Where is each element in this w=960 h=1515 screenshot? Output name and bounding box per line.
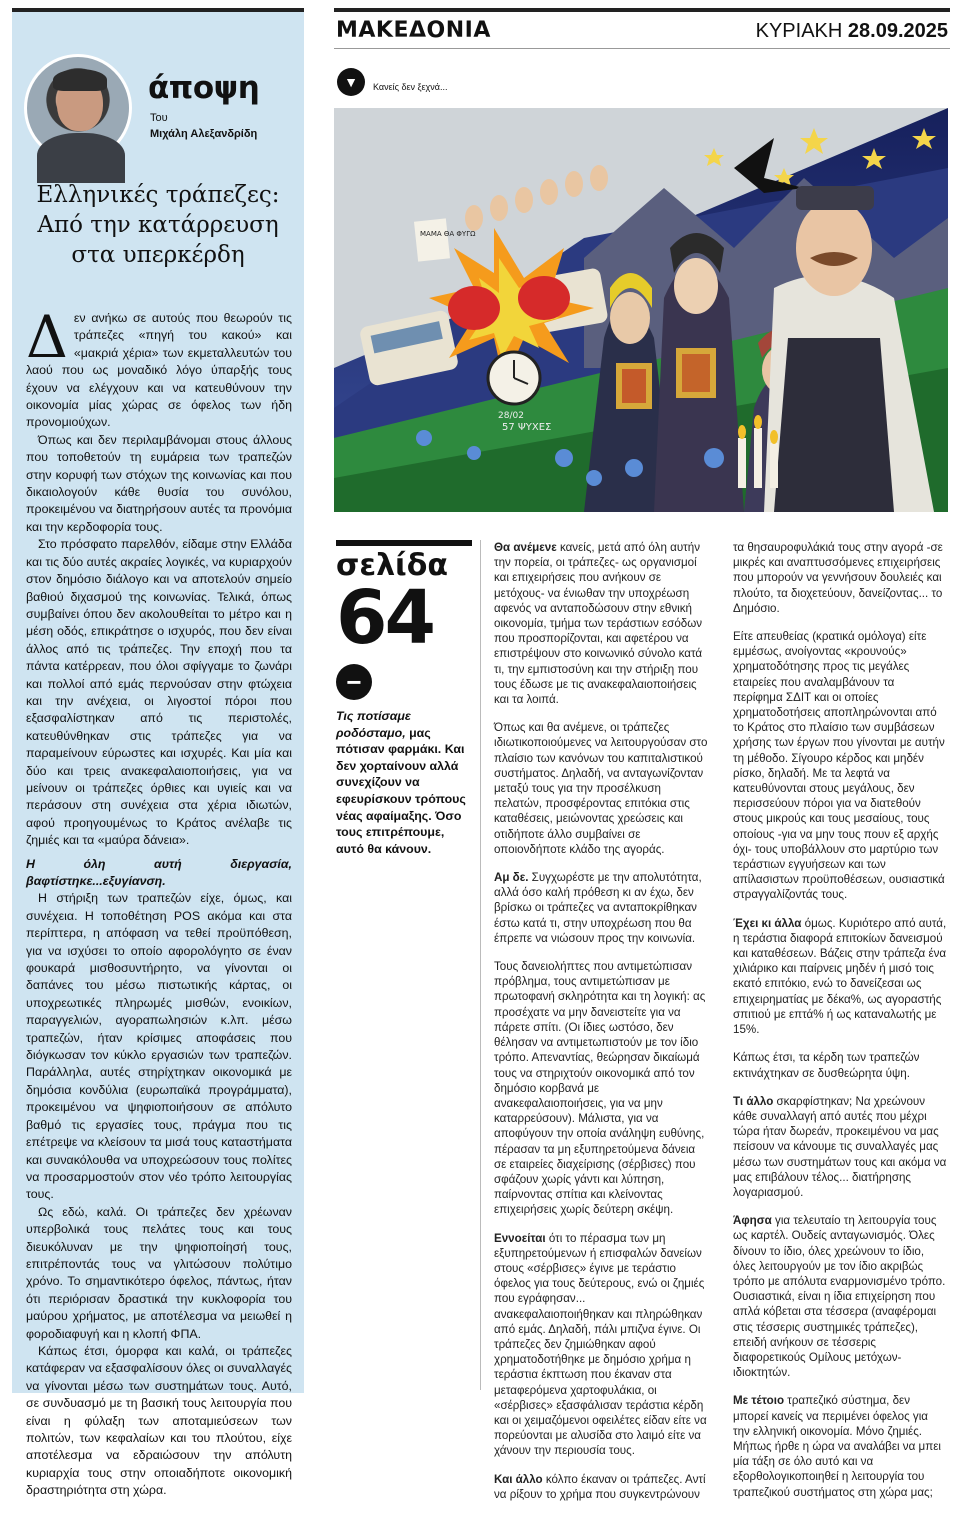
paragraph: τα θησαυροφυλάκιά τους στην αγορά -σε μικρές και αναπτυσσόμενες επιχειρήσεις που μπορούν να γεννήσουν δουλειές και πλούτο, τα διοχετεύουν, δανείζοντας... το Δημόσιο. <box>733 541 943 615</box>
column-divider <box>480 540 481 1390</box>
mural-photo <box>334 108 948 512</box>
section-label: άποψη <box>148 70 260 106</box>
paragraph: Με τέτοιο τραπεζικό σύστημα, δεν μπορεί κανείς να περιμένει όφελος για την ελληνική οικονομία. Μόνο ζημιές. Μήπως ήρθε η ώρα να αναλάβει να μπει μία τάξη σε όλο αυτό και να εξορθολογικοποιηθεί η λειτουργία του τραπεζικού συστήματος στη χώρα μας; <box>733 1394 941 1499</box>
souls-text: 57 ΨΥΧΕΣ <box>502 422 552 433</box>
article-body-left <box>26 303 292 1500</box>
paragraph: Άφησα για τελευταίο τη λειτουργία τους ως καρτέλ. Ουδείς ανταγωνισμός. Όλες δίνουν το ίδιο, όλες χρεώνουν το ίδιο, όλες λειτουργούν με τον ίδιο ακριβώς τρόπο με απόλυτα εναρμονισμένο τρόπο. Ουσιαστικά, είναι η ίδια επιχείρηση που απλά κόβεται στα τέσσερα (αναφέρομαι στις τέσσερις συστημικές τράπεζες), επειδή ανήκουν σε τέσσερις διαφορετικούς Ομίλους μετόχων-ιδιοκτητών. <box>733 1214 946 1380</box>
masthead: ΜΑΚΕΔΟΝΙΑ <box>336 18 491 43</box>
paragraph: Και άλλο κόλπο έκαναν οι τράπεζες. Αντί να ρίξουν το χρήμα που συγκεντρώνουν <box>494 1472 706 1501</box>
author-photo <box>24 54 132 162</box>
issue-date-value: 28.09.2025 <box>847 20 948 42</box>
paragraph: Δεν ανήκω σε αυτούς που θεωρούν τις τράπεζες «πηγή του κακού» και «μακριά χέρια» των εκμεταλλευτών του λαού που ως μοναδικό λόγο ύπαρξής τους έχουν να ελέγχουν και να κατευθύνουν την οικονομία μίας χώρας σε όφελος των ήδη προνομιούχων. <box>26 303 292 430</box>
page-number: 64 <box>336 575 433 661</box>
paragraph: Έχει κι άλλα όμως. Κυριότερο από αυτά, η τεράστια διαφορά επιτοκίων δανεισμού και καταθέσεων. Βάζεις στην τράπεζα ένα χιλιάρικο και παίρνεις μηδέν ή μισό τοις εκατό επιτόκιο, ενώ το δανείζεσαι ως επιχειρηματίας με δέκα%, ως αγοραστής σπιτιού με επτά% ή ως καταναλωτής με 15%. <box>733 916 947 1037</box>
issue-date <box>756 20 948 43</box>
article-column-right <box>733 540 947 1513</box>
sign-text: ΜΑΜΑ ΘΑ ΦΥΓΩ <box>420 230 476 238</box>
paragraph: Κάπως έτσι, τα κέρδη των τραπεζών εκτινάχτηκαν σε δυσθεώρητα ύψη. <box>733 1051 920 1080</box>
paragraph: Ως εδώ, καλά. Οι τράπεζες δεν χρέωναν υπερβολικά τους πελάτες τους και τους διευκόλυναν με την ψηφιοποίησή τους, επιτρέποντάς τους να γλιτώσουν πολύτιμο χρόνο. Το σημαντικότερο όφελος, πάντως, ήταν ότι περιόρισαν δραστικά την κυκλοφορία του μαύρου χρήματος, με αποτέλεσμα να μειωθεί η φοροδιαφυγή και η κλοπή ΦΠΑ. <box>26 1204 292 1341</box>
photo-caption: Κανείς δεν ξεχνά... <box>373 82 448 92</box>
opinion-column <box>12 8 304 1498</box>
page-reference-box <box>336 540 472 857</box>
paragraph: Θα ανέμενε κανείς, μετά από όλη αυτήν την πορεία, οι τράπεζες- ως οργανισμοί και επιχειρήσεις που ανήκουν σε μετόχους- να ένιωθαν την υποχρέωση αφενός να ανταποδώσουν στην εθνική οικονομία, τμήμα των τεράστιων εσόδων που προσπορίζονται, και αφετέρου να επιστρέψουν στο κοινωνικό σύνολο κατά τι, την εμπιστοσύνη και την στήριξη που τους έδωσε με τις ανακεφαλαιοποιήσεις και τα λοιπά. <box>494 541 703 707</box>
paragraph: Τους δανειολήπτες που αντιμετώπισαν πρόβλημα, τους αντιμετώπισαν με πρωτοφανή σκληρότητα και τη λογική: ας προσέχατε να μην δανειστείτε για να πάρετε σπίτι. (Οι ίδιες ωστόσο, δεν θέλησαν να αντιμετωπιστούν με τον ίδιο τρόπο. Απεναντίας, θεώρησαν δικαίωμά τους να στηριχτούν οικονομικά από τον δημόσιο κορβανά με ανακεφαλαιοποιήσεις, για να μην καταρρεύσουν). Μάλιστα, για να αποφύγουν την οποία ανάληψη ευθύνης, πέρασαν τα μη εξυπηρετούμενα δάνεια σε εταιρείες διαχείρισης (σέρβισες) που σφάζουν χωρίς γάντι και λύπηση, παίρνοντας σπίτια και κλείνοντας επιχειρήσεις χωρίς δεύτερη σκέψη. <box>494 960 706 1217</box>
author-prefix: Του <box>150 112 168 124</box>
drop-cap: Δ <box>26 303 68 371</box>
paragraph: Στο πρόσφατο παρελθόν, είδαμε στην Ελλάδα και τις δύο αυτές ακραίες λογικές, να κυριαρχούν στον δημόσιο διάλογο και να αποτελούν σημείο βαθιού διχασμού της κοινωνίας. Τελικά, όπως συμβαίνει όπου δεν ακολουθείται το μέτρο και η μέση οδός, επικράτησε ο ισχυρός, που δεν είναι άλλος από τις τράπεζες. Την εποχή που τα πάντα κατέρρεαν, που όλοι σφίγγαμε το ζωνάρι και πολλοί από εμάς περνούσαν στην φτώχεια και την ανέχεια, οι λιγοστοί πόροι που εξασφαλίστηκαν από τις περιστολές, κατευθύνθηκαν στις τράπεζες για να παραμείνουν εύρωστες και ισχυρές. Και μία και δύο και τρεις ανακεφαλαιοποιήσεις, για να μείνουν οι τράπεζες όρθιες και υγιείς και να περάσουν στη συνέχεια στα χέρια ιδιωτών, αφού προηγουμένως το Κράτος ανέλαβε τις ζημιές και τα «μαύρα δάνεια». <box>26 537 292 848</box>
lead-in: Άφησα <box>733 1214 772 1228</box>
page-label: σελίδα <box>336 548 448 583</box>
lead-in: Θα ανέμενε <box>494 541 557 554</box>
clock-date: 28/02 <box>498 411 524 421</box>
divider <box>334 48 950 49</box>
paragraph: Η στήριξη των τραπεζών είχε, όμως, και συνέχεια. Η τοποθέτηση POS ακόμα και στα περίπτερα, η απόφαση να τεθεί προϋπόθεση, για να ισχύσει το οποίο αφορολόγητο σε έναν φουκαρά μισθοσυντήρητο, να γίνονται οι δαπάνες του μέσω πιστωτικής κάρτας, οι υποχρεωτικές πληρωμές μισθών, ενοικίων, παραγγελιών, αγοραπωλησιών κ.λπ. μέσω τραπεζών, ήταν κρίσιμες αποφάσεις που διόγκωσαν τον κύκλο εργασιών των τραπεζών. Παράλληλα, αυτές στηρίχτηκαν οικονομικά με δημόσια κονδύλια (ευρωπαϊκά προγράμματα), προκειμένου να ψηφιοποιήσουν σε απόλυτο βαθμό τις εργασίες τους, πράγμα που τις επέτρεψε να κλείσουν τα μισά τους καταστήματα και συνακόλουθα να υποχρεώσουν τους πολίτες να προσαρμοστούν στον νέο τρόπο λειτουργίας τους. <box>26 891 292 1202</box>
lead-in: Αμ δε. <box>494 871 529 885</box>
lead-in: Με τέτοιο <box>733 1394 785 1408</box>
paragraph: Αμ δε. Συγχωρέστε με την απολυτότητα, αλλά όσο καλή πρόθεση κι αν έχω, δεν βρίσκω οι τράπεζες να ανταποκρίθηκαν έστω κατά τι, στην υποχρέωση που θα έπρεπε να νιώσουν προς την κοινωνία. <box>494 871 702 945</box>
box-rule <box>336 540 472 546</box>
article-column-middle <box>494 540 708 1515</box>
triangle-down-icon: ▼ <box>337 68 365 96</box>
pull-quote-text: μας πότισαν φαρμάκι. Και δεν χορταίνουν αλλά συνεχίζουν να εφευρίσκουν τρόπους νέας αφαίμαξης. Όσο τους επιτρέπουμε, αυτό θα κάνουν. <box>336 725 466 856</box>
lead-in: Τι άλλο <box>733 1094 774 1108</box>
paragraph: Τι άλλο σκαρφίστηκαν; Να χρεώνουν κάθε συναλλαγή από αυτές που μέχρι τώρα ήταν δωρεάν, προκειμένου να μας πείσουν να κάνουμε τις συναλλαγές μας μέσω των συστημάτων τους και ακόμα να μας επιβάλουν τέλος... διατήρησης λογαριασμού. <box>733 1094 947 1199</box>
paragraph: Εννοείται ότι το πέρασμα των μη εξυπηρετούμενων ή επισφαλών δανείων στους «σέρβισες» έγινε με τεράστιο όφελος για τους δεύτερους, ενώ οι ζημιές που εγράφησαν... ανακεφαλαιοποιήθηκαν και πληρώθηκαν από εμάς. Δηλαδή, πάλι μπιζνα έγινε. Οι τράπεζες δεν ζημιώθηκαν αφού χρηματοδοτήθηκε με δημόσιο χρήμα η τεράστια έκπτωση που έκαναν στα μεταφερόμενα χαρτοφυλάκια, οι «σέρβισες» εξασφάλισαν τεράστια κέρδη και οι χειμαζόμενοι οφειλέτες είδαν είτε να πορεύονται με αλυσίδα στο λαιμό είτε να χάνουν την περιουσία τους. <box>494 1231 707 1458</box>
paragraph: Κάπως έτσι, όμορφα και καλά, οι τράπεζες κατάφεραν να εξασφαλίσουν όλες οι συναλλαγές να γίνονται μέσω των συστημάτων τους. Αυτό, σε συνδυασμό με τη βασική τους λειτουργία που είναι η φύλαξη των αποταμιεύσεων των πολιτών, των κεφαλαίων και του πλούτου, είχε αποτέλεσμα να εδραιώσουν την απόλυτη κυριαρχία τους στην οποιαδήποτε οικονομική δραστηριότητα στη χώρα. <box>26 1343 292 1498</box>
paragraph: Όπως και δεν περιλαμβάνομαι στους άλλους που τοποθετούν τη ευμάρεια των τραπεζών στην κορυφή των στόχων της κοινωνίας και που δικαιολογούν κάθε θυσία του συνόλου, προκειμένου να διατηρήσουν αυτές τα προνόμια και την κερδοφορία τους. <box>26 432 292 534</box>
lead-in: Και άλλο <box>494 1472 543 1486</box>
header-rule <box>334 8 950 12</box>
lead-in: Έχει κι άλλα <box>733 916 802 930</box>
lead-in: Εννοείται <box>494 1231 546 1245</box>
pull-quote-lead: Τις ποτίσαμε ροδόσταμο, <box>336 709 411 740</box>
article-headline: Ελληνικές τράπεζες: Από την κατάρρευση στα υπερκέρδη <box>36 182 280 268</box>
paragraph: Όπως και θα ανέμενε, οι τράπεζες ιδιωτικοποιούμενες να λειτουργούσαν στο πλαίσιο των κανόνων του καπιταλιστικού συστήματος. Δηλαδή, να ανταγωνίζονταν μεταξύ τους για την προσέλκυση πελατών, προσφέροντας επιτόκια στις καταθέσεις, μειώνοντας χρεώσεις και οτιδήποτε άλλο συμβαίνει σε οποιονδήποτε κλάδο της αγοράς. <box>494 721 708 856</box>
issue-day: ΚΥΡΙΑΚΗ <box>755 20 843 42</box>
pull-quote <box>336 708 472 857</box>
mural-illustration <box>334 108 948 512</box>
subheading: Η όλη αυτή διεργασία, βαφτίστηκε...εξυγίανση. <box>26 856 292 888</box>
paragraph: Είτε απευθείας (κρατικά ομόλογα) είτε εμμέσως, ανοίγοντας «κρουνούς» χρηματοδότησης προς τις μεγάλες εταιρείες που αναλαμβάνουν τα περίφημα ΣΔΙΤ και οι οποίες χρηματοδοτήσεις αποπληρώνονται από το Κράτος στο πλαίσιο των συμβάσεων χρήσης των έργων που γίνονται με αυτήν τη μέθοδο. Σίγουρο κέρδος και μηδέν ρίσκο, δηλαδή. Με τα λεφτά να κατευθύνονται στους μεγάλους, δεν περισσεύουν πόροι για να διατεθούν στους μικρούς και τους μεσαίους, τους οποίους -για να μην τους πουν εξ αρχής όχι- τους υποβάλλουν στο μαρτύριο των τεράστιων εγγυήσεων και των απίλασιστων προϋποθέσεων, ουσιαστικά στραγγαλίζοντάς τους. <box>733 630 945 902</box>
minus-icon: − <box>336 664 372 700</box>
author-name: Μιχάλη Αλεξανδρίδη <box>150 128 258 140</box>
